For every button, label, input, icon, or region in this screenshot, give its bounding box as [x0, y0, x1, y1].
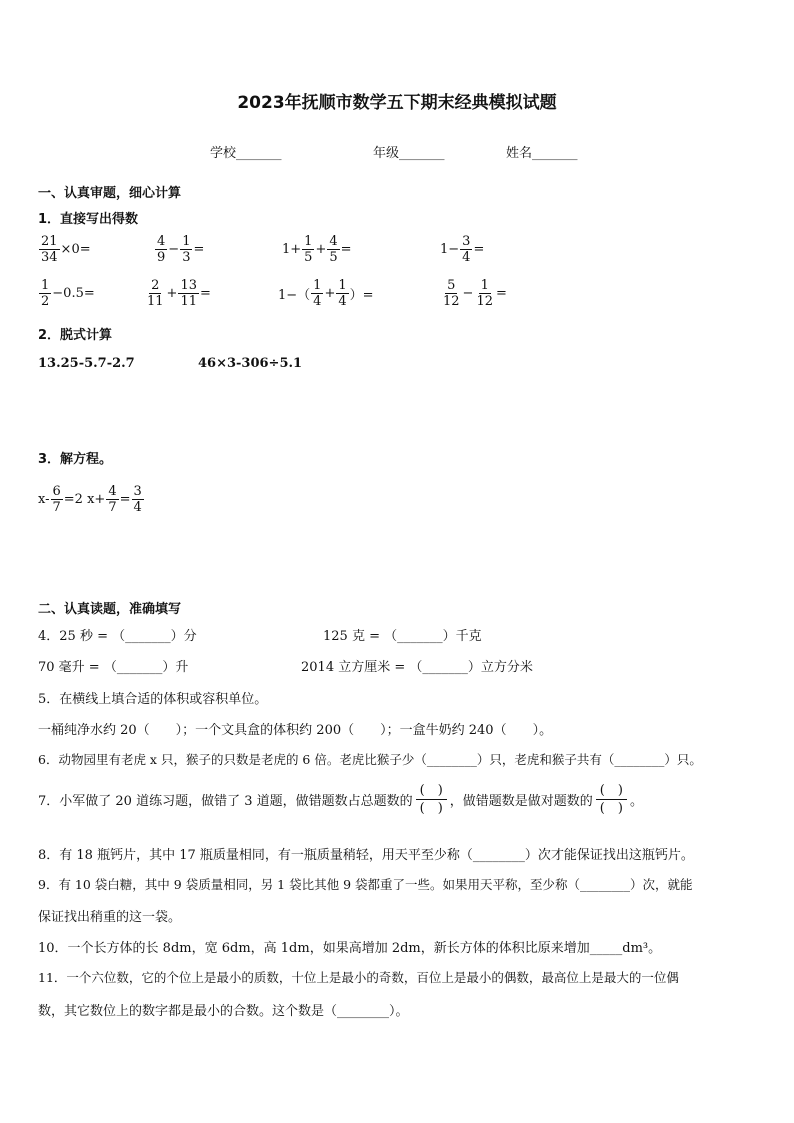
section2-heading: 二、认真读题，准确填写 [38, 602, 182, 617]
q9-line2: 保证找出稍重的这一袋。 [38, 910, 182, 925]
q7: 7．小军做了 20 道练习题，做错了 3 道题，做错题数占总题数的 $\frac{( )}{( )}$ ，做错题数是做对题数的 $\frac{( )}{( )}$ 。 [38, 783, 643, 816]
section1-heading: 一、认真审题，细心计算 [38, 186, 182, 201]
q4-c: 70 毫升 = （_______）升 [38, 660, 189, 675]
q4-b: 125 克 = （_______）千克 [323, 629, 482, 644]
q2-expr-b: 46×3-306÷5.1 [198, 356, 303, 371]
q1-item-b: $\frac{4}{9}$ − $\frac{1}{3}$ = [157, 234, 205, 265]
q3-equations: x- $\frac{6}{7}$ =2 x+ $\frac{4}{7}$ = $\frac{3}{4}$ [38, 484, 142, 515]
q1-item-a: $\frac{21}{34}$ ×0= [41, 234, 91, 265]
q1-label: 1．直接写出得数 [38, 212, 139, 227]
name-field: 姓名_______ [506, 146, 578, 161]
q1-item-c: 1+ $\frac{1}{5}$ + $\frac{4}{5}$ = [282, 234, 352, 265]
q1-item-h: $\frac{5}{12}$ − $\frac{1}{12}$ = [443, 278, 507, 309]
q1-item-g: 1−（ $\frac{1}{4}$ + $\frac{1}{4}$ ）= [278, 278, 374, 309]
q3-label: 3．解方程。 [38, 452, 113, 467]
q8: 8．有 18 瓶钙片，其中 17 瓶质量相同，有一瓶质量稍轻，用天平至少称（________）次才能保证找出这瓶钙片。 [38, 848, 694, 863]
q1-item-d: 1− $\frac{3}{4}$ = [440, 234, 485, 265]
grade-field: 年级_______ [373, 146, 445, 161]
q5-line: 一桶纯净水约 20（ ）；一个文具盒的体积约 200（ ）；一盒牛奶约 240（ ）。 [38, 723, 553, 738]
q4-d: 2014 立方厘米 = （_______）立方分米 [301, 660, 533, 675]
q4-a: 4．25 秒 = （_______）分 [38, 629, 197, 644]
q2-expr-a: 13.25-5.7-2.7 [38, 356, 135, 371]
q11-line1: 11．一个六位数，它的个位上是最小的质数，十位上是最小的奇数，百位上是最小的偶数，最高位上是最大的一位偶 [38, 970, 679, 985]
q1-item-e: $\frac{1}{2}$ −0.5= [41, 278, 95, 309]
q11-line2: 数，其它数位上的数字都是最小的合数。这个数是（________）。 [38, 1004, 409, 1019]
q2-label: 2．脱式计算 [38, 328, 113, 343]
q5-stem: 5．在横线上填合适的体积或容积单位。 [38, 692, 268, 707]
q1-item-f: $\frac{2}{11}$ + $\frac{13}{11}$ = [147, 278, 211, 309]
page-title: 2023年抚顺市数学五下期末经典模拟试题 [237, 93, 557, 113]
school-field: 学校_______ [210, 146, 282, 161]
q9-line1: 9．有 10 袋白糖，其中 9 袋质量相同，另 1 袋比其他 9 袋都重了一些。如果用天平称，至少称（________）次，就能 [38, 877, 693, 892]
q10: 10．一个长方体的长 8dm，宽 6dm，高 1dm，如果高增加 2dm，新长方体的体积比原来增加_____dm³。 [38, 941, 662, 956]
q6: 6．动物园里有老虎 x 只，猴子的只数是老虎的 6 倍。老虎比猴子少（________）只，老虎和猴子共有（________）只。 [38, 752, 702, 767]
